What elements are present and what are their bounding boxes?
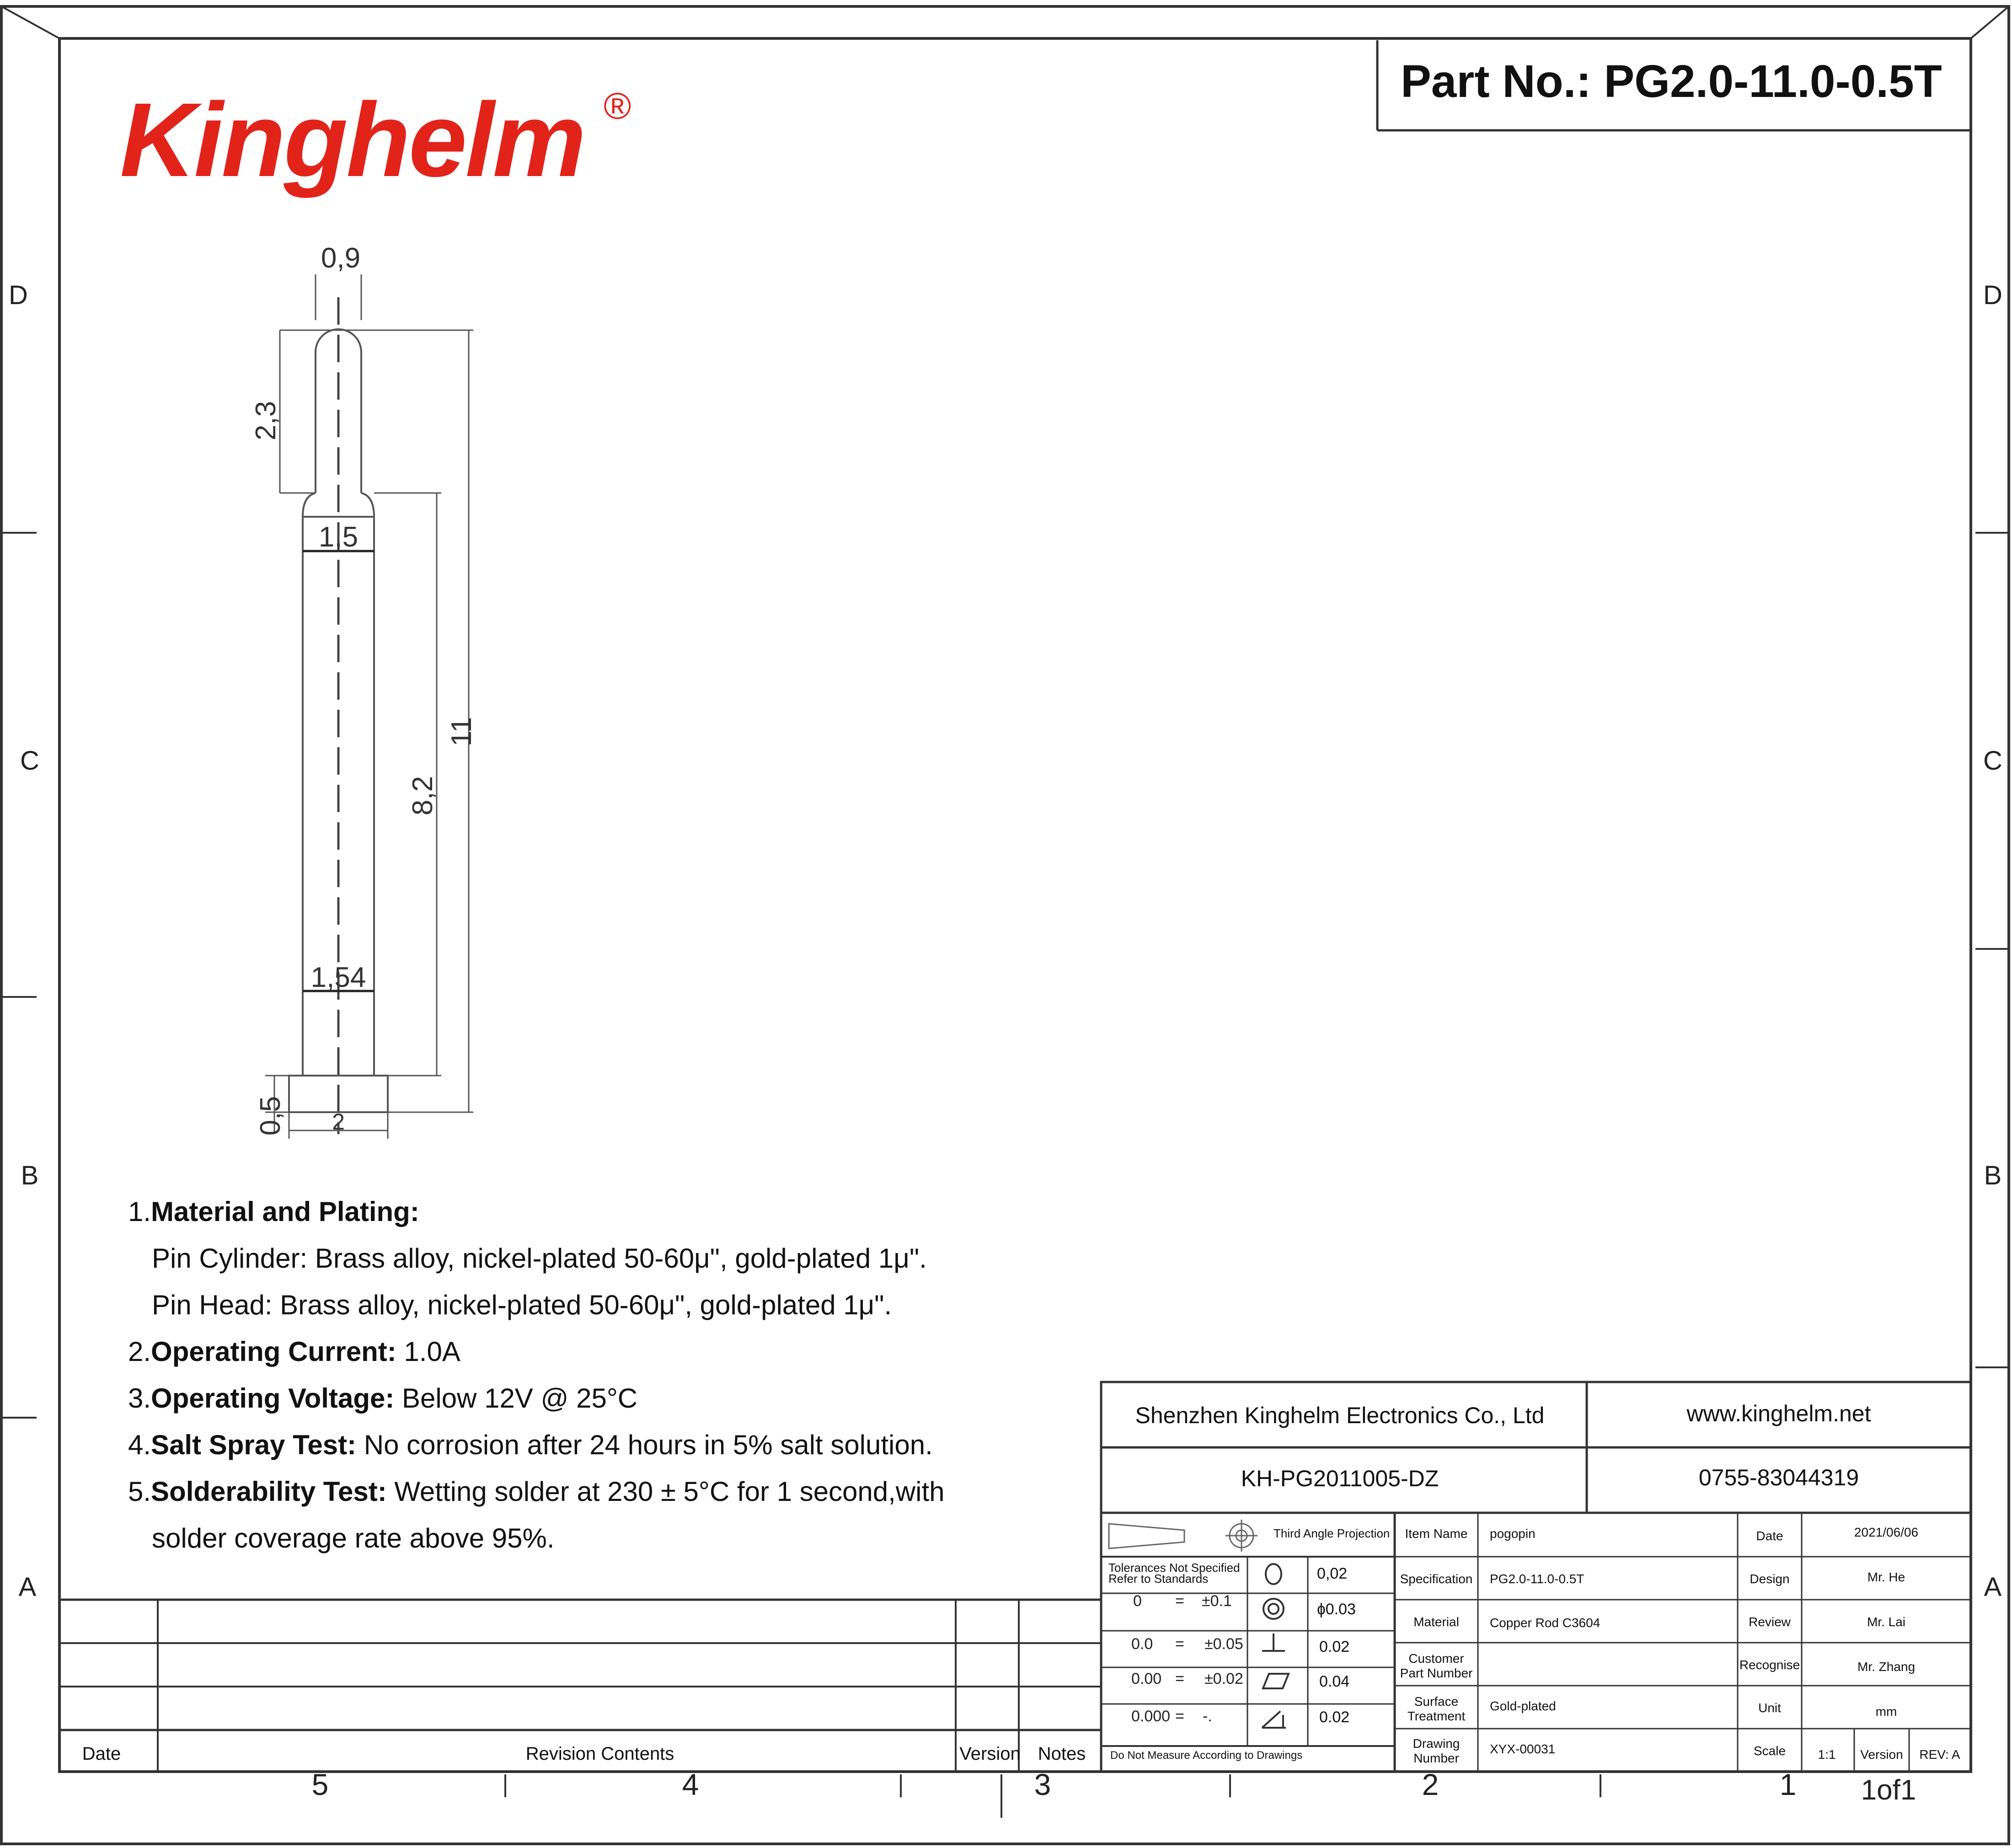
zone-number-4: 4 — [682, 1768, 699, 1801]
geo-tol-1: ɸ0.03 — [1317, 1601, 1356, 1618]
tol-fmt-3: 0.000 — [1131, 1708, 1171, 1725]
scale-value: 1:1 — [1818, 1747, 1836, 1762]
rev-header-version: Version — [959, 1744, 1021, 1764]
document-number: KH-PG2011005-DZ — [1241, 1466, 1439, 1491]
item-name-value: pogopin — [1490, 1527, 1536, 1541]
design-value: Mr. He — [1867, 1570, 1905, 1584]
tol-val-2: ±0.02 — [1204, 1670, 1243, 1687]
tol-val-0: ±0.1 — [1202, 1592, 1232, 1610]
unit-value: mm — [1875, 1704, 1897, 1719]
note-5: 5.Solderability Test: Wetting solder at 230 ± 5°C for 1 second,with — [128, 1476, 945, 1507]
company-name: Shenzhen Kinghelm Electronics Co., Ltd — [1135, 1403, 1545, 1428]
pogo-pin-drawing — [265, 274, 473, 1139]
zone-letter-b-left: B — [21, 1161, 39, 1190]
note-3: 3.Operating Voltage: Below 12V @ 25°C — [128, 1383, 638, 1414]
geo-tol-3: 0.04 — [1319, 1673, 1350, 1690]
zone-number-2: 2 — [1422, 1768, 1439, 1801]
version-label: Version — [1860, 1747, 1903, 1762]
material-label: Material — [1413, 1615, 1459, 1629]
date-label: Date — [1756, 1529, 1783, 1543]
geo-tol-0: 0,02 — [1317, 1565, 1348, 1582]
zone-number-5: 5 — [311, 1768, 329, 1801]
tol-eq-0: = — [1175, 1592, 1184, 1610]
dim-tip-diameter: 0,9 — [321, 242, 361, 274]
customer-part-label-line2: Part Number — [1400, 1666, 1473, 1680]
geo-tol-2: 0.02 — [1319, 1638, 1350, 1655]
drawing-number-value: XYX-00031 — [1490, 1742, 1556, 1756]
note-1-cylinder: Pin Cylinder: Brass alloy, nickel-plated 50-60μ", gold-plated 1μ". — [152, 1243, 927, 1274]
tol-val-3: -. — [1203, 1708, 1212, 1725]
review-value: Mr. Lai — [1867, 1615, 1906, 1629]
specification-value: PG2.0-11.0-0.5T — [1490, 1572, 1584, 1586]
revision-value: REV: A — [1919, 1747, 1960, 1762]
dim-flange-thickness: 0,5 — [255, 1096, 286, 1136]
projection-label: Third Angle Projection — [1274, 1527, 1390, 1540]
zone-letter-b-right: B — [1984, 1161, 2002, 1190]
part-number-title: Part No.: PG2.0-11.0-0.5T — [1401, 56, 1942, 107]
zone-letter-d-left: D — [9, 280, 28, 310]
drawing-number-label-line2: Number — [1413, 1751, 1459, 1765]
tol-val-1: ±0.05 — [1204, 1635, 1243, 1653]
perpendicularity-icon — [1262, 1634, 1285, 1651]
design-label: Design — [1750, 1572, 1790, 1586]
dim-lower-diameter: 1,54 — [310, 962, 366, 993]
tolerance-header-line2: Refer to Standards — [1108, 1572, 1209, 1586]
tol-eq-3: = — [1175, 1708, 1184, 1725]
runout-icon — [1262, 1711, 1286, 1728]
tol-fmt-2: 0.00 — [1131, 1670, 1162, 1687]
part-number-box — [1377, 40, 1971, 130]
note-4: 4.Salt Spray Test: No corrosion after 24 hours in 5% salt solution. — [128, 1430, 933, 1460]
review-label: Review — [1749, 1615, 1791, 1629]
material-value: Copper Rod C3604 — [1490, 1616, 1600, 1630]
note-1-head: Pin Head: Brass alloy, nickel-plated 50-60μ", gold-plated 1μ". — [152, 1290, 892, 1320]
recognise-value: Mr. Zhang — [1857, 1660, 1916, 1674]
zone-number-3: 3 — [1034, 1768, 1051, 1801]
tolerance-header-line1: Tolerances Not Specified — [1108, 1561, 1240, 1575]
geo-tol-4: 0.02 — [1319, 1709, 1350, 1726]
rev-header-contents: Revision Contents — [525, 1744, 674, 1764]
item-name-label: Item Name — [1405, 1527, 1468, 1541]
unit-label: Unit — [1758, 1701, 1781, 1715]
tol-eq-1: = — [1175, 1635, 1184, 1653]
spec-notes — [128, 1196, 944, 1553]
dim-body-diameter: 1,5 — [318, 521, 359, 553]
roundness-icon — [1266, 1564, 1281, 1584]
scale-label: Scale — [1753, 1744, 1786, 1758]
zone-number-1: 1 — [1779, 1768, 1797, 1801]
date-value: 2021/06/06 — [1854, 1525, 1919, 1539]
company-phone: 0755-83044319 — [1698, 1465, 1859, 1490]
sheet-count: 1of1 — [1861, 1774, 1916, 1806]
concentricity-icon — [1263, 1599, 1284, 1619]
note-2: 2.Operating Current: 1.0A — [128, 1336, 460, 1367]
zone-letter-d-right: D — [1983, 280, 2002, 310]
zone-letter-a-left: A — [18, 1572, 37, 1602]
zone-letter-c-right: C — [1983, 746, 2002, 776]
zone-letter-c-left: C — [20, 746, 39, 776]
surface-treatment-label-line2: Treatment — [1407, 1709, 1466, 1723]
note-5-continued: solder coverage rate above 95%. — [152, 1523, 555, 1553]
do-not-measure-note: Do Not Measure According to Drawings — [1110, 1749, 1303, 1762]
customer-part-label-line1: Customer — [1408, 1651, 1464, 1666]
rev-header-date: Date — [82, 1744, 121, 1764]
kinghelm-logo — [120, 81, 631, 198]
surface-treatment-value: Gold-plated — [1490, 1699, 1556, 1713]
tol-fmt-1: 0.0 — [1131, 1635, 1153, 1653]
dim-total-length: 11 — [446, 717, 477, 747]
registered-mark: ® — [604, 86, 631, 127]
tol-eq-2: = — [1175, 1670, 1184, 1687]
company-website[interactable]: www.kinghelm.net — [1686, 1401, 1871, 1426]
dim-flange-diameter: 2 — [332, 1109, 345, 1135]
flatness-icon — [1263, 1674, 1289, 1688]
recognise-label: Recognise — [1739, 1658, 1800, 1672]
dim-body-length: 8,2 — [407, 776, 439, 816]
dim-tip-length: 2,3 — [250, 401, 282, 441]
surface-treatment-label-line1: Surface — [1414, 1694, 1459, 1709]
third-angle-projection-icon — [1109, 1520, 1258, 1552]
logo-wordmark: Kinghelm — [120, 81, 584, 198]
drawing-number-label-line1: Drawing — [1413, 1736, 1460, 1751]
specification-label: Specification — [1400, 1572, 1473, 1586]
note-1-heading: 1.Material and Plating: — [128, 1196, 419, 1227]
rev-header-notes: Notes — [1038, 1744, 1086, 1764]
zone-letter-a-right: A — [1984, 1572, 2002, 1602]
tol-fmt-0: 0 — [1133, 1592, 1142, 1610]
